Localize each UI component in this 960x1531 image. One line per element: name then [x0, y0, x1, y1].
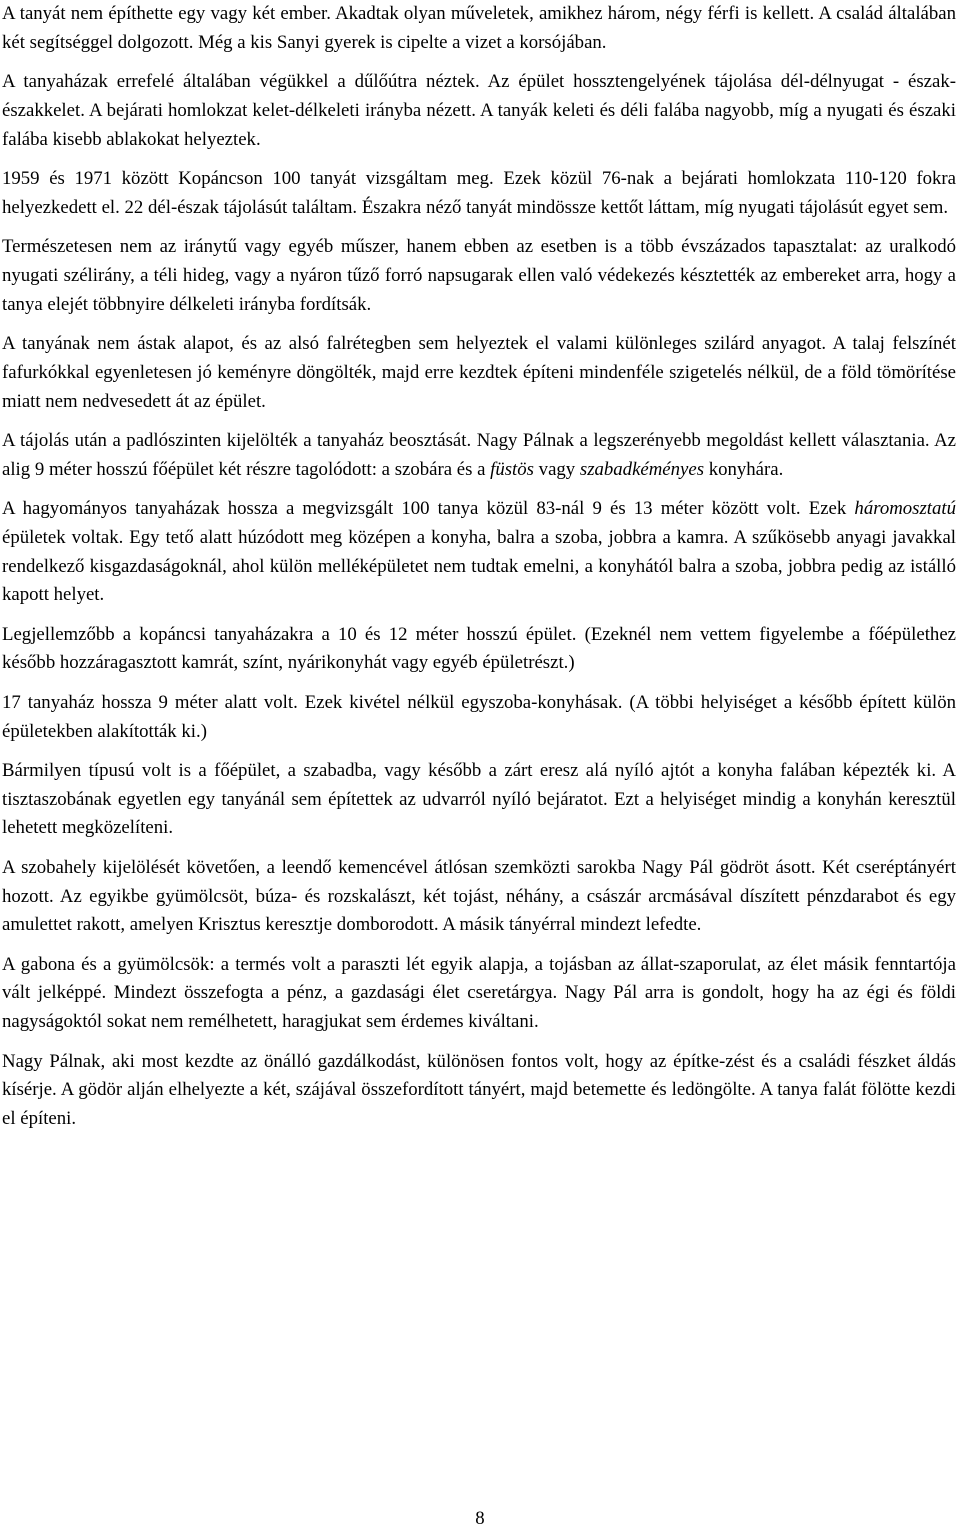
paragraph-text: épületek voltak. Egy tető alatt húzódott meg középen a konyha, balra a szoba, jobbra a kamra. A szűkösebb anyagi javakkal rendelkező kisgazdaságoknál, ahol külön melléképületet nem tudtak emelni, a konyhától balra a szoba, jobbra pedig az istálló kapott helyet.: [2, 526, 956, 606]
paragraph: A tanyának nem ástak alapot, és az alsó falrétegben sem helyeztek el valami különleges szilárd anyagot. A talaj felszínét fafurkókkal egyenletesen jó keményre döngölték, majd erre kezdtek építeni mindenféle szigetelés nélkül, de a föld tömörítése miatt nem nedvesedett át az épület.: [2, 332, 956, 412]
italic-term: szabadkéményes: [579, 458, 705, 480]
paragraph: A tanyaházak errefelé általában végükkel a dűlőútra néztek. Az épület hossztengelyének tájolása dél-délnyugat - észak-északkelet. A bejárati homlokzat kelet-délkeleti irányba nézett. A tanyák keleti és déli falába nagyobb, míg a nyugati és északi falába kisebb ablakokat helyeztek.: [2, 71, 956, 150]
paragraph: 1959 és 1971 között Kopáncson 100 tanyát vizsgáltam meg. Ezek közül 76-nak a bejárati homlokzata 110-120 fokra helyezkedett el. 22 dél-észak tájolásút találtam. Északra néző tanyát mindössze kettőt láttam, míg nyugati tájolásút egyet sem.: [2, 167, 956, 218]
paragraph: Nagy Pálnak, aki most kezdte az önálló gazdálkodást, különösen fontos volt, hogy az építke-zést és a családi fészket áldás kísérje. A gödör alján elhelyezte a két, szájával összefordított tányért, majd betemette és ledöngölte. A tanya falát fölötte kezdi el építeni.: [2, 1050, 956, 1130]
paragraph: Legjellemzőbb a kopáncsi tanyaházakra a 10 és 12 méter hosszú épület. (Ezeknél nem vettem figyelembe a főépülethez később hozzáragasztott kamrát, színt, nyárikonyhát vagy egyéb épületrészt.): [2, 623, 956, 674]
paragraph-text: vagy: [533, 458, 580, 480]
paragraph-text: A hagyományos tanyaházak hossza a megvizsgált 100 tanya közül 83-nál 9 és 13 méter között volt. Ezek: [2, 497, 855, 519]
paragraph: 17 tanyaház hossza 9 méter alatt volt. Ezek kivétel nélkül egyszoba-konyhásak. (A többi helyiséget a később épített külön épületekben alakították ki.): [2, 691, 956, 742]
document-body: [2, 0, 956, 1144]
paragraph: [2, 427, 956, 485]
paragraph: [2, 495, 956, 610]
page-number: 8: [475, 1508, 485, 1529]
italic-term: háromosztatú: [854, 497, 956, 519]
paragraph: A gabona és a gyümölcsök: a termés volt a paraszti lét egyik alapja, a tojásban az állat-szaporulat, az élet másik fenntartója vált jelképpé. Mindezt összefogta a pénz, a gazdasági élet cseretárgya. Nagy Pál arra is gondolt, hogy ha az égi és földi nagyságoktól sokat nem remélhetett, haragjukat sem érdemes kiváltani.: [2, 953, 956, 1033]
paragraph-text: konyhára.: [704, 458, 784, 480]
paragraph: A szobahely kijelölését követően, a leendő kemencével átlósan szemközti sarokba Nagy Pál gödröt ásott. Két cseréptányért hozott. Az egyikbe gyümölcsöt, búza- és rozskalászt, két tojást, néhány, a császár arcmásával díszített pénzdarabot és egy amulettet rakott, amelyen Krisztus keresztje domborodott. A másik tányérral mindezt lefedte.: [2, 856, 956, 936]
italic-term: füstös: [490, 458, 534, 480]
paragraph: Bármilyen típusú volt is a főépület, a szabadba, vagy később a zárt eresz alá nyíló ajtót a konyha falában képezték ki. A tisztaszobának egyetlen egy tanyánál sem építettek az udvarról nyíló bejáratot. Ezt a helyiséget mindig a konyhán keresztül lehetett megközelíteni.: [2, 759, 956, 839]
paragraph: A tanyát nem építhette egy vagy két ember. Akadtak olyan műveletek, amikhez három, négy férfi is kellett. A család általában két segítséggel dolgozott. Még a kis Sanyi gyerek is cipelte a vizet a korsójában.: [2, 3, 956, 53]
paragraph: Természetesen nem az iránytű vagy egyéb műszer, hanem ebben az esetben is a több évszázados tapasztalat: az uralkodó nyugati szélirány, a téli hideg, vagy a nyáron tűző forró napsugarak ellen való védekezés késztették az embereket arra, hogy a tanya elejét többnyire délkeleti irányba fordítsák.: [2, 236, 956, 315]
paragraph-text: A tájolás után a padlószinten kijelölték a tanyaház beosztását. Nagy Pálnak a legszerényebb megoldást kellett választania. Az alig 9 méter hosszú főépület két részre tagolódott: a szobára és a: [2, 429, 956, 480]
